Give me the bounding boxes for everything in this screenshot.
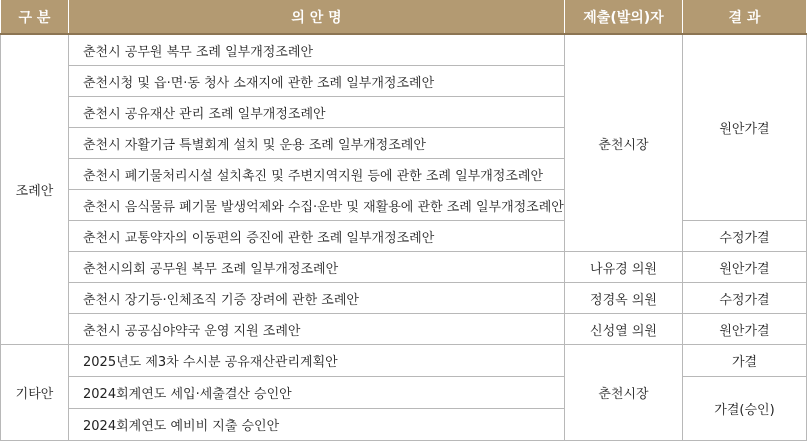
agenda-cell: 2024회계연도 예비비 지출 승인안 — [69, 409, 565, 441]
agenda-cell: 춘천시청 및 읍·면·동 청사 소재지에 관한 조례 일부개정조례안 — [69, 66, 565, 97]
header-category: 구 분 — [1, 0, 69, 34]
table-header-row — [1, 0, 807, 34]
agenda-cell: 춘천시 폐기물처리시설 설치촉진 및 주변지역지원 등에 관한 조례 일부개정조례안 — [69, 159, 565, 190]
result-cell: 원안가결 — [683, 314, 807, 345]
result-cell: 원안가결 — [683, 252, 807, 283]
submitter-cell: 신성열 의원 — [565, 314, 683, 345]
agenda-cell: 2024회계연도 세입·세출결산 승인안 — [69, 377, 565, 409]
agenda-cell: 춘천시 장기등·인체조직 기증 장려에 관한 조례안 — [69, 283, 565, 314]
submitter-cell: 나유경 의원 — [565, 252, 683, 283]
table-row — [1, 314, 807, 345]
agenda-cell: 춘천시 교통약자의 이동편의 증진에 관한 조례 일부개정조례안 — [69, 221, 565, 252]
submitter-cell: 춘천시장 — [565, 345, 683, 441]
header-agenda: 의 안 명 — [69, 0, 565, 34]
header-submitter: 제출(발의)자 — [565, 0, 683, 34]
submitter-cell: 정경옥 의원 — [565, 283, 683, 314]
agenda-cell: 춘천시 음식물류 폐기물 발생억제와 수집·운반 및 재활용에 관한 조례 일부개정조례안 — [69, 190, 565, 221]
category-cell-ordinance: 조례안 — [1, 34, 69, 345]
table-row — [1, 221, 807, 252]
table-row — [1, 377, 807, 409]
agenda-cell: 춘천시 공유재산 관리 조례 일부개정조례안 — [69, 97, 565, 128]
category-cell-other: 기타안 — [1, 345, 69, 441]
agenda-cell: 춘천시 자활기금 특별회계 설치 및 운용 조례 일부개정조례안 — [69, 128, 565, 159]
result-cell: 가결 — [683, 345, 807, 377]
agenda-cell: 2025년도 제3차 수시분 공유재산관리계획안 — [69, 345, 565, 377]
header-result: 결 과 — [683, 0, 807, 34]
table-row — [1, 252, 807, 283]
result-cell: 원안가결 — [683, 34, 807, 221]
table-row — [1, 345, 807, 377]
submitter-cell: 춘천시장 — [565, 34, 683, 252]
table-row — [1, 283, 807, 314]
result-cell: 가결(승인) — [683, 377, 807, 441]
result-cell: 수정가결 — [683, 283, 807, 314]
agenda-cell: 춘천시 공공심야약국 운영 지원 조례안 — [69, 314, 565, 345]
table-row — [1, 34, 807, 66]
agenda-cell: 춘천시 공무원 복무 조례 일부개정조례안 — [69, 34, 565, 66]
result-cell: 수정가결 — [683, 221, 807, 252]
agenda-cell: 춘천시의회 공무원 복무 조례 일부개정조례안 — [69, 252, 565, 283]
